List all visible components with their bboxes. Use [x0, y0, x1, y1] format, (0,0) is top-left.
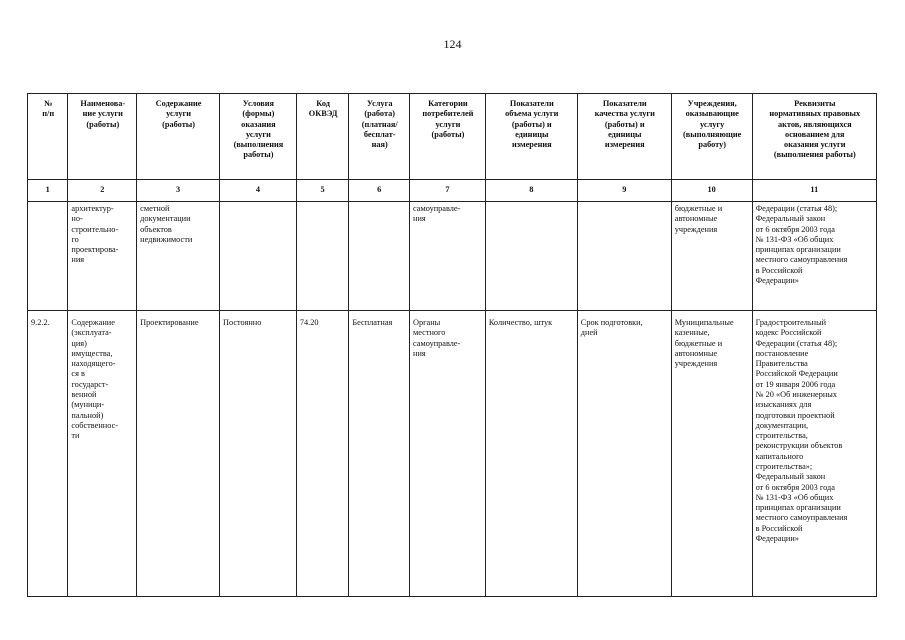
- table-row: [28, 311, 877, 597]
- header-cell-legal-acts: Реквизиты нормативных правовых актов, являющихся основанием для оказания услуги (выполнения работы): [752, 94, 876, 180]
- cell-number: [28, 202, 68, 311]
- cell-volume: Количество, штук: [485, 311, 577, 597]
- header-cell-content: Содержание услуги (работы): [137, 94, 220, 180]
- cell-quality: Срок подготовки, дней: [577, 311, 671, 597]
- column-number: 1: [28, 180, 68, 202]
- column-number: 4: [220, 180, 297, 202]
- header-cell-paid: Услуга (работа) (платная/ бесплат- ная): [349, 94, 410, 180]
- header-cell-okved: Код ОКВЭД: [296, 94, 349, 180]
- page-number: 124: [443, 37, 462, 51]
- column-number: 8: [485, 180, 577, 202]
- header-cell-number: № п/п: [28, 94, 68, 180]
- cell-consumers: самоуправле- ния: [410, 202, 486, 311]
- column-number: 11: [752, 180, 876, 202]
- table-header-row: [28, 94, 877, 180]
- services-register-table: [27, 93, 877, 597]
- cell-number: 9.2.2.: [28, 311, 68, 597]
- column-number: 6: [349, 180, 410, 202]
- cell-paid: [349, 202, 410, 311]
- cell-content: Проектирование: [137, 311, 220, 597]
- column-number-row: [28, 180, 877, 202]
- column-number: 2: [68, 180, 137, 202]
- cell-okved: 74.20: [296, 311, 349, 597]
- table-row: [28, 202, 877, 311]
- cell-content: сметной документации объектов недвижимости: [137, 202, 220, 311]
- cell-conditions: Постоянно: [220, 311, 297, 597]
- cell-conditions: [220, 202, 297, 311]
- cell-institutions: бюджетные и автономные учреждения: [671, 202, 752, 311]
- cell-okved: [296, 202, 349, 311]
- header-cell-conditions: Условия (формы) оказания услуги (выполнения работы): [220, 94, 297, 180]
- header-cell-institutions: Учреждения, оказывающие услугу (выполняющие работу): [671, 94, 752, 180]
- cell-legal-acts: Градостроительный кодекс Российской Федерации (статья 48); постановление Правительства Российской Федерации от 19 января 2006 года № 20 «Об инженерных изысканиях для подготовки проектной документации, строительства, реконструкции объектов капитального строительства»; Федеральный закон от 6 октября 2003 года № 131-ФЗ «Об общих принципах организации местного самоуправления в Российской Федерации»: [752, 311, 876, 597]
- header-cell-quality: Показатели качества услуги (работы) и единицы измерения: [577, 94, 671, 180]
- cell-quality: [577, 202, 671, 311]
- column-number: 10: [671, 180, 752, 202]
- column-number: 7: [410, 180, 486, 202]
- header-cell-consumers: Категории потребителей услуги (работы): [410, 94, 486, 180]
- cell-volume: [485, 202, 577, 311]
- cell-service-name: Содержание (эксплуата- ция) имущества, находящего- ся в государст- венной (муници- пальной) собственнос- ти: [68, 311, 137, 597]
- header-cell-volume: Показатели объема услуги (работы) и единицы измерения: [485, 94, 577, 180]
- header-cell-service-name: Наименова- ние услуги (работы): [68, 94, 137, 180]
- column-number: 3: [137, 180, 220, 202]
- column-number: 5: [296, 180, 349, 202]
- cell-consumers: Органы местного самоуправле- ния: [410, 311, 486, 597]
- column-number: 9: [577, 180, 671, 202]
- cell-legal-acts: Федерации (статья 48); Федеральный закон от 6 октября 2003 года № 131-ФЗ «Об общих принципах организации местного самоуправления в Российской Федерации»: [752, 202, 876, 311]
- cell-service-name: архитектур- но- строительно- го проектирова- ния: [68, 202, 137, 311]
- cell-paid: Бесплатная: [349, 311, 410, 597]
- cell-institutions: Муниципальные казенные, бюджетные и автономные учреждения: [671, 311, 752, 597]
